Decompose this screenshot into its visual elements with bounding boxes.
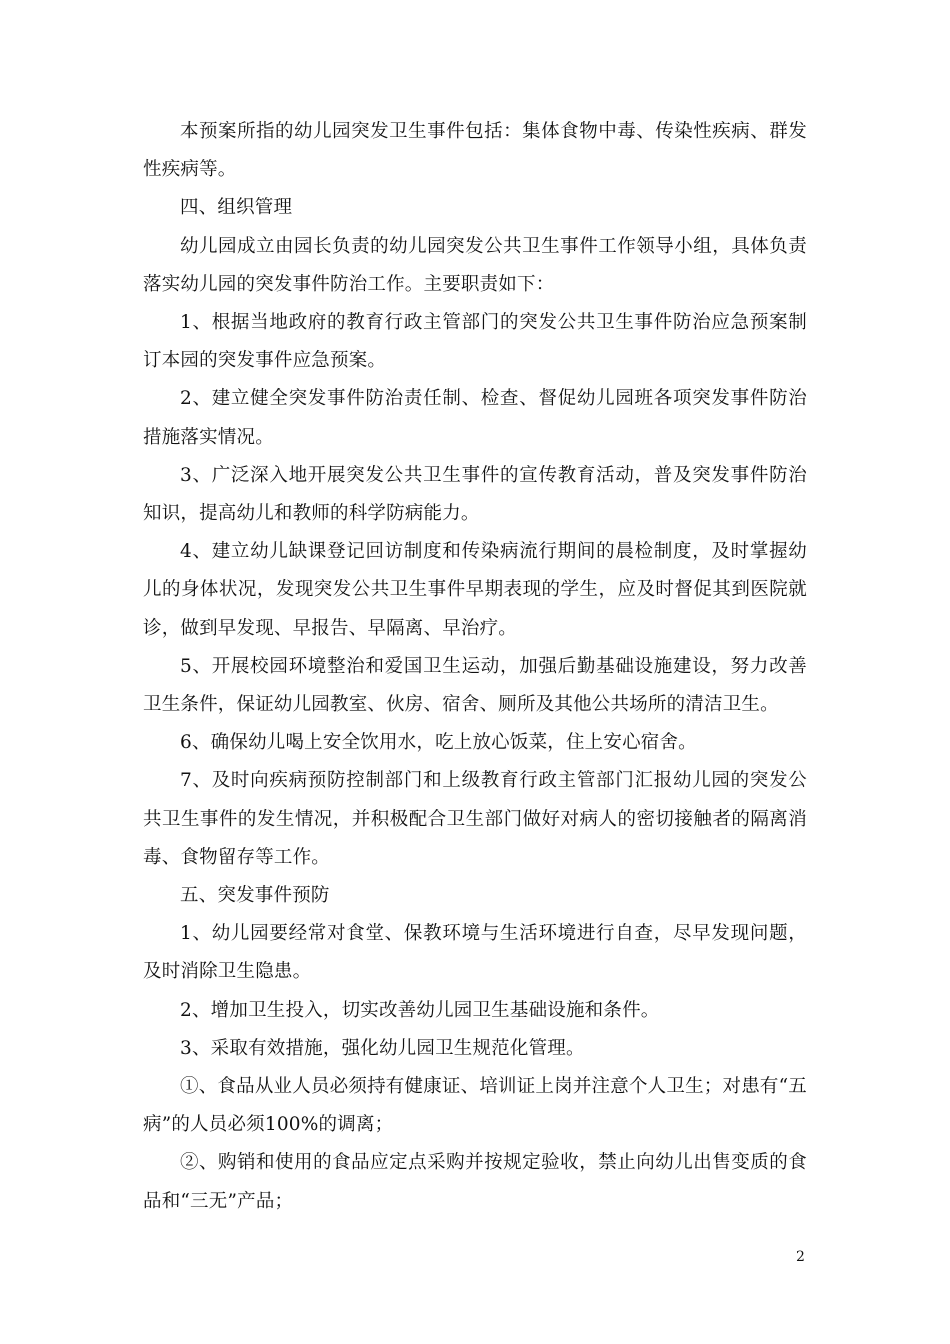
measure-item-1: ①、食品从业人员必须持有健康证、培训证上岗并注意个人卫生；对患有“五病”的人员必须100%的调离；: [143, 1076, 807, 1136]
heading-organization-management: 四、组织管理: [180, 197, 293, 219]
duty-item-4: 4、建立幼儿缺课登记回访制度和传染病流行期间的晨检制度，及时掌握幼儿的身体状况，发现突发公共卫生事件早期表现的学生，应及时督促其到医院就诊，做到早发现、早报告、早隔离、早治疗。: [143, 541, 807, 639]
document-body: [143, 113, 807, 1221]
prevention-item-3: 3、采取有效措施，强化幼儿园卫生规范化管理。: [180, 1037, 585, 1059]
duty-item-1: 1、根据当地政府的教育行政主管部门的突发公共卫生事件防治应急预案制订本园的突发事件应急预案。: [143, 312, 807, 372]
duty-item-2: 2、建立健全突发事件防治责任制、检查、督促幼儿园班各项突发事件防治措施落实情况。: [143, 388, 807, 448]
duty-item-3: 3、广泛深入地开展突发公共卫生事件的宣传教育活动，普及突发事件防治知识，提高幼儿和教师的科学防病能力。: [143, 464, 807, 525]
heading-event-prevention: 五、突发事件预防: [180, 885, 330, 907]
prevention-item-1: 1、幼儿园要经常对食堂、保教环境与生活环境进行自查，尽早发现问题，及时消除卫生隐患。: [143, 923, 807, 983]
duty-item-6: 6、确保幼儿喝上安全饮用水，吃上放心饭菜，住上安心宿舍。: [180, 732, 697, 754]
duty-item-7: 7、及时向疾病预防控制部门和上级教育行政主管部门汇报幼儿园的突发公共卫生事件的发生情况，并积极配合卫生部门做好对病人的密切接触者的隔离消毒、食物留存等工作。: [143, 770, 807, 868]
duty-item-5: 5、开展校园环境整治和爱国卫生运动，加强后勤基础设施建设，努力改善卫生条件，保证幼儿园教室、伙房、宿舍、厕所及其他公共场所的清洁卫生。: [143, 655, 807, 716]
measure-item-2: ②、购销和使用的食品应定点采购并按规定验收，禁止向幼儿出售变质的食品和“三无”产品；: [143, 1152, 807, 1212]
page-number: 2: [796, 1249, 805, 1265]
prevention-item-2: 2、增加卫生投入，切实改善幼儿园卫生基础设施和条件。: [180, 999, 660, 1021]
paragraph-leadership-group: 幼儿园成立由园长负责的幼儿园突发公共卫生事件工作领导小组，具体负责落实幼儿园的突发事件防治工作。主要职责如下：: [143, 235, 807, 295]
paragraph-scope: 本预案所指的幼儿园突发卫生事件包括：集体食物中毒、传染性疾病、群发性疾病等。: [143, 121, 807, 181]
